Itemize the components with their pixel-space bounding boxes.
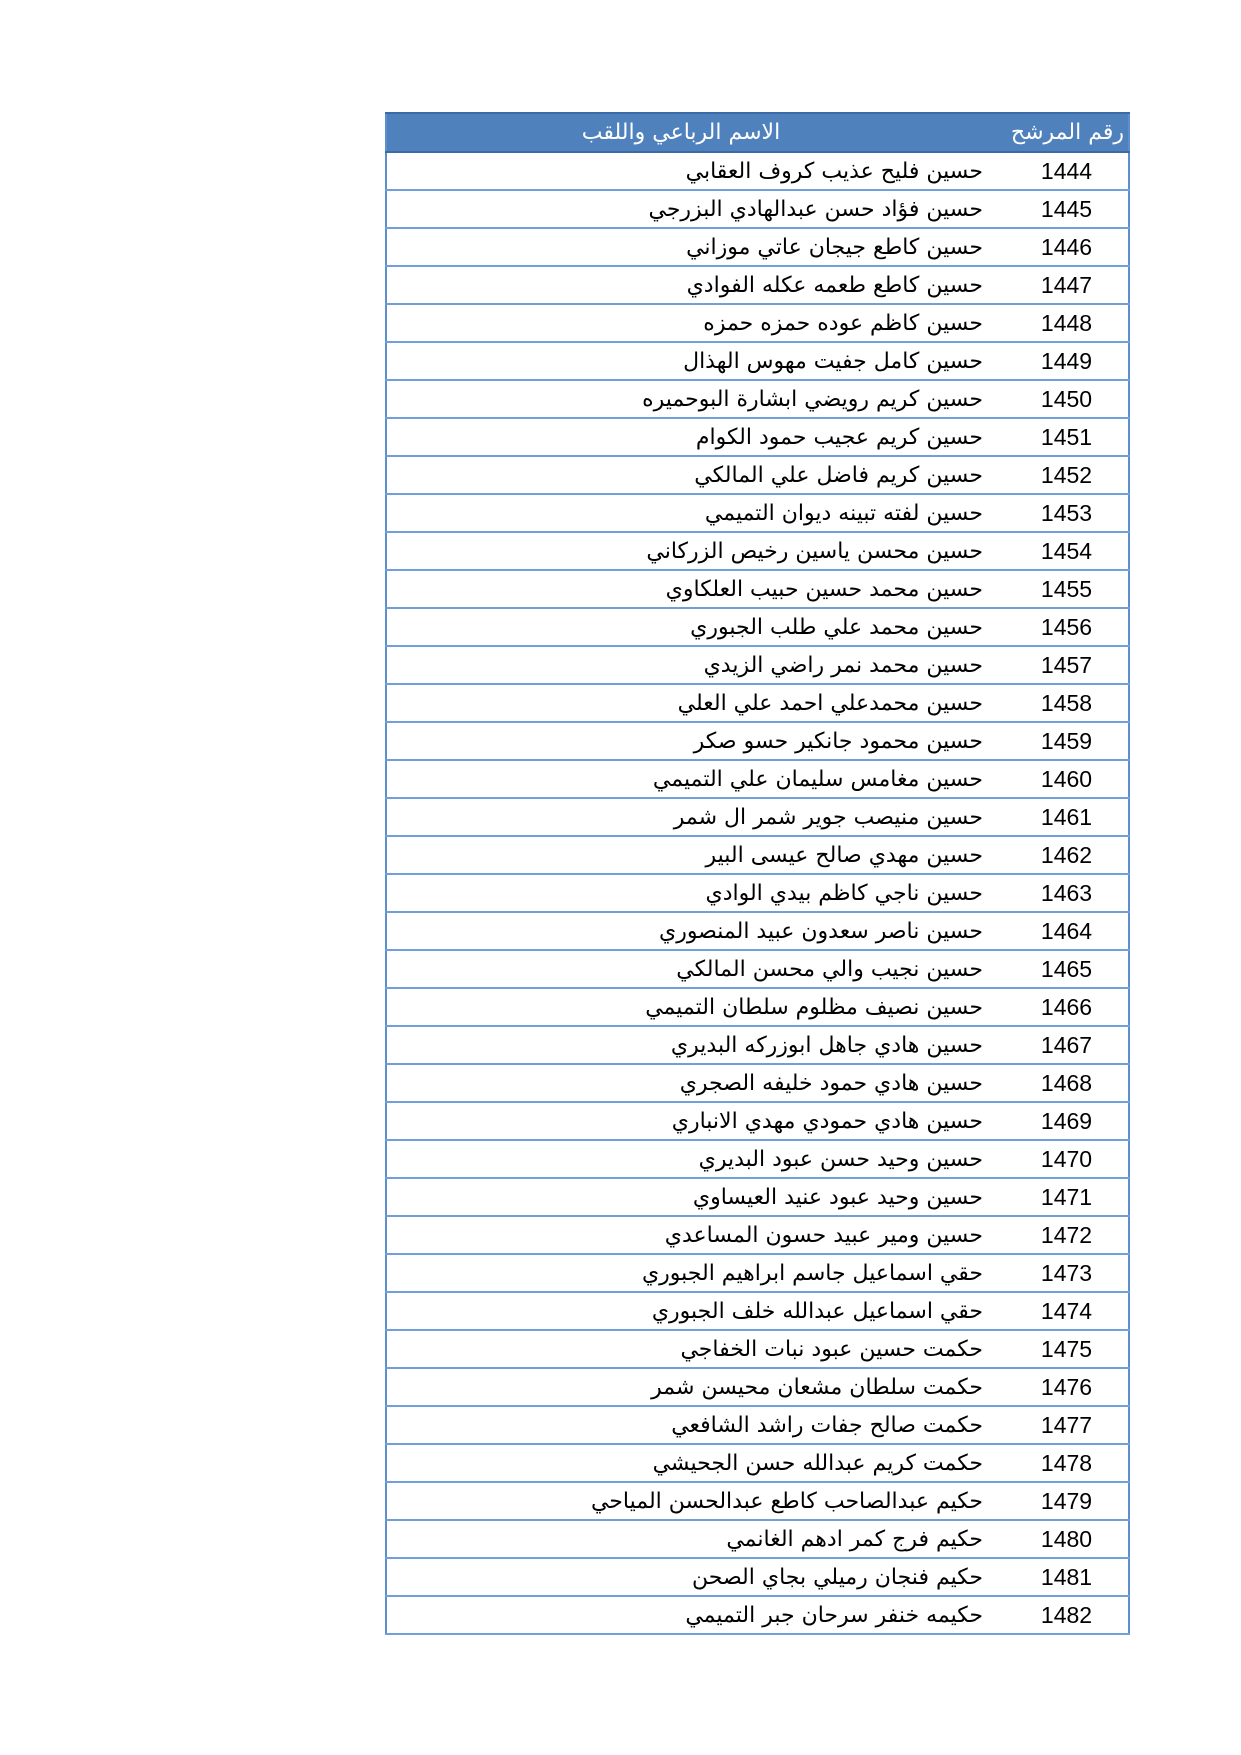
table-row	[386, 1368, 1129, 1406]
table-body	[386, 152, 1129, 1634]
candidate-number-cell: 1472	[1005, 1216, 1129, 1254]
candidate-number-cell: 1445	[1005, 190, 1129, 228]
candidate-number-cell: 1463	[1005, 874, 1129, 912]
table-row	[386, 912, 1129, 950]
candidate-name-cell: حكيمه خنفر سرحان جبر التميمي	[386, 1596, 1005, 1634]
candidate-name-cell: حسين هادي حمود خليفه الصجري	[386, 1064, 1005, 1102]
candidate-name-cell: حسين هادي حمودي مهدي الانباري	[386, 1102, 1005, 1140]
candidate-name-cell: حقي اسماعيل عبدالله خلف الجبوري	[386, 1292, 1005, 1330]
candidate-name-cell: حسين نجيب والي محسن المالكي	[386, 950, 1005, 988]
table-row	[386, 988, 1129, 1026]
table-row	[386, 1558, 1129, 1596]
candidate-number-cell: 1453	[1005, 494, 1129, 532]
candidate-number-cell: 1474	[1005, 1292, 1129, 1330]
candidate-name-cell: حسين كاطع طعمه عكله الفوادي	[386, 266, 1005, 304]
candidates-table	[385, 112, 1130, 1635]
table-row	[386, 1178, 1129, 1216]
candidate-number-cell: 1473	[1005, 1254, 1129, 1292]
table-row	[386, 608, 1129, 646]
candidate-number-cell: 1448	[1005, 304, 1129, 342]
table-row	[386, 418, 1129, 456]
table-row	[386, 304, 1129, 342]
table-row	[386, 684, 1129, 722]
candidate-number-cell: 1452	[1005, 456, 1129, 494]
table-row	[386, 494, 1129, 532]
candidate-number-cell: 1462	[1005, 836, 1129, 874]
table-row	[386, 950, 1129, 988]
candidate-number-cell: 1449	[1005, 342, 1129, 380]
candidate-number-cell: 1446	[1005, 228, 1129, 266]
table-row	[386, 1254, 1129, 1292]
table-row	[386, 646, 1129, 684]
candidate-name-cell: حسين منيصب جوير شمر ال شمر	[386, 798, 1005, 836]
candidate-number-cell: 1454	[1005, 532, 1129, 570]
candidate-name-cell: حكمت حسين عبود نبات الخفاجي	[386, 1330, 1005, 1368]
table-row	[386, 266, 1129, 304]
candidate-name-cell: حسين لفته تبينه ديوان التميمي	[386, 494, 1005, 532]
candidate-name-cell: حسين محمد علي طلب الجبوري	[386, 608, 1005, 646]
candidate-name-cell: حسين مغامس سليمان علي التميمي	[386, 760, 1005, 798]
candidate-name-cell: حكيم فنجان رميلي بجاي الصحن	[386, 1558, 1005, 1596]
candidate-name-cell: حسين نصيف مظلوم سلطان التميمي	[386, 988, 1005, 1026]
candidate-name-cell: حسين ناجي كاظم بيدي الوادي	[386, 874, 1005, 912]
candidate-number-cell: 1475	[1005, 1330, 1129, 1368]
table-row	[386, 874, 1129, 912]
table-row	[386, 456, 1129, 494]
candidate-name-cell: حسين محمود جانكير حسو صكر	[386, 722, 1005, 760]
candidate-number-cell: 1471	[1005, 1178, 1129, 1216]
candidate-number-cell: 1450	[1005, 380, 1129, 418]
candidate-name-cell: حسين ناصر سعدون عبيد المنصوري	[386, 912, 1005, 950]
candidate-name-cell: حسين فليح عذيب كروف العقابي	[386, 152, 1005, 190]
candidate-number-cell: 1476	[1005, 1368, 1129, 1406]
candidate-name-cell: حسين محمدعلي احمد علي العلي	[386, 684, 1005, 722]
candidate-name-cell: حكمت سلطان مشعان محيسن شمر	[386, 1368, 1005, 1406]
candidate-name-cell: حسين هادي جاهل ابوزركه البديري	[386, 1026, 1005, 1064]
candidate-number-cell: 1459	[1005, 722, 1129, 760]
candidate-number-cell: 1447	[1005, 266, 1129, 304]
header-row	[386, 113, 1129, 152]
candidate-number-cell: 1479	[1005, 1482, 1129, 1520]
candidate-name-cell: حكمت كريم عبدالله حسن الجحيشي	[386, 1444, 1005, 1482]
candidate-name-cell: حسين كريم رويضي ابشارة البوحميره	[386, 380, 1005, 418]
candidate-name-cell: حسين ومير عبيد حسون المساعدي	[386, 1216, 1005, 1254]
table-row	[386, 1520, 1129, 1558]
candidate-name-cell: حسين كاطع جيجان عاتي موزاني	[386, 228, 1005, 266]
candidate-number-cell: 1444	[1005, 152, 1129, 190]
table-header	[386, 113, 1129, 152]
table-row	[386, 1216, 1129, 1254]
table-row	[386, 228, 1129, 266]
candidate-number-cell: 1482	[1005, 1596, 1129, 1634]
candidate-name-cell: حسين محسن ياسين رخيص الزركاني	[386, 532, 1005, 570]
table-row	[386, 342, 1129, 380]
table-row	[386, 570, 1129, 608]
table-row	[386, 152, 1129, 190]
candidate-number-cell: 1469	[1005, 1102, 1129, 1140]
table-row	[386, 1026, 1129, 1064]
table-row	[386, 1064, 1129, 1102]
candidate-number-cell: 1461	[1005, 798, 1129, 836]
candidate-name-cell: حسين كريم عجيب حمود الكوام	[386, 418, 1005, 456]
table-row	[386, 1330, 1129, 1368]
candidate-number-cell: 1478	[1005, 1444, 1129, 1482]
candidate-number-cell: 1470	[1005, 1140, 1129, 1178]
table-row	[386, 190, 1129, 228]
candidate-name-cell: حسين كاظم عوده حمزه حمزه	[386, 304, 1005, 342]
table-row	[386, 760, 1129, 798]
table-row	[386, 532, 1129, 570]
table-row	[386, 1406, 1129, 1444]
table-row	[386, 380, 1129, 418]
table-row	[386, 1482, 1129, 1520]
candidate-name-cell: حكيم فرج كمر ادهم الغانمي	[386, 1520, 1005, 1558]
candidate-number-cell: 1455	[1005, 570, 1129, 608]
table-row	[386, 798, 1129, 836]
candidate-number-cell: 1457	[1005, 646, 1129, 684]
candidate-number-cell: 1465	[1005, 950, 1129, 988]
table-row	[386, 1444, 1129, 1482]
candidate-number-cell: 1458	[1005, 684, 1129, 722]
table-row	[386, 1596, 1129, 1634]
table-row	[386, 1292, 1129, 1330]
candidate-number-cell: 1460	[1005, 760, 1129, 798]
candidate-name-cell: حسين فؤاد حسن عبدالهادي البزرجي	[386, 190, 1005, 228]
candidate-name-cell: حكيم عبدالصاحب كاطع عبدالحسن المياحي	[386, 1482, 1005, 1520]
candidate-name-cell: حسين وحيد عبود عنيد العيساوي	[386, 1178, 1005, 1216]
candidate-number-cell: 1466	[1005, 988, 1129, 1026]
header-candidate-number: رقم المرشح	[1005, 113, 1129, 152]
candidate-number-cell: 1477	[1005, 1406, 1129, 1444]
candidate-name-cell: حكمت صالح جفات راشد الشافعي	[386, 1406, 1005, 1444]
header-full-name: الاسم الرباعي واللقب	[386, 113, 1005, 152]
candidate-name-cell: حقي اسماعيل جاسم ابراهيم الجبوري	[386, 1254, 1005, 1292]
table-row	[386, 722, 1129, 760]
table-row	[386, 836, 1129, 874]
candidate-number-cell: 1468	[1005, 1064, 1129, 1102]
candidate-number-cell: 1467	[1005, 1026, 1129, 1064]
candidate-name-cell: حسين وحيد حسن عبود البديري	[386, 1140, 1005, 1178]
candidate-name-cell: حسين محمد حسين حبيب العلكاوي	[386, 570, 1005, 608]
candidate-name-cell: حسين كامل جفيت مهوس الهذال	[386, 342, 1005, 380]
table-row	[386, 1102, 1129, 1140]
candidate-number-cell: 1456	[1005, 608, 1129, 646]
candidate-name-cell: حسين كريم فاضل علي المالكي	[386, 456, 1005, 494]
candidate-number-cell: 1480	[1005, 1520, 1129, 1558]
table-row	[386, 1140, 1129, 1178]
candidates-sheet	[387, 112, 1130, 1635]
candidate-name-cell: حسين مهدي صالح عيسى البير	[386, 836, 1005, 874]
candidate-name-cell: حسين محمد نمر راضي الزيدي	[386, 646, 1005, 684]
candidate-number-cell: 1451	[1005, 418, 1129, 456]
candidate-number-cell: 1464	[1005, 912, 1129, 950]
candidate-number-cell: 1481	[1005, 1558, 1129, 1596]
